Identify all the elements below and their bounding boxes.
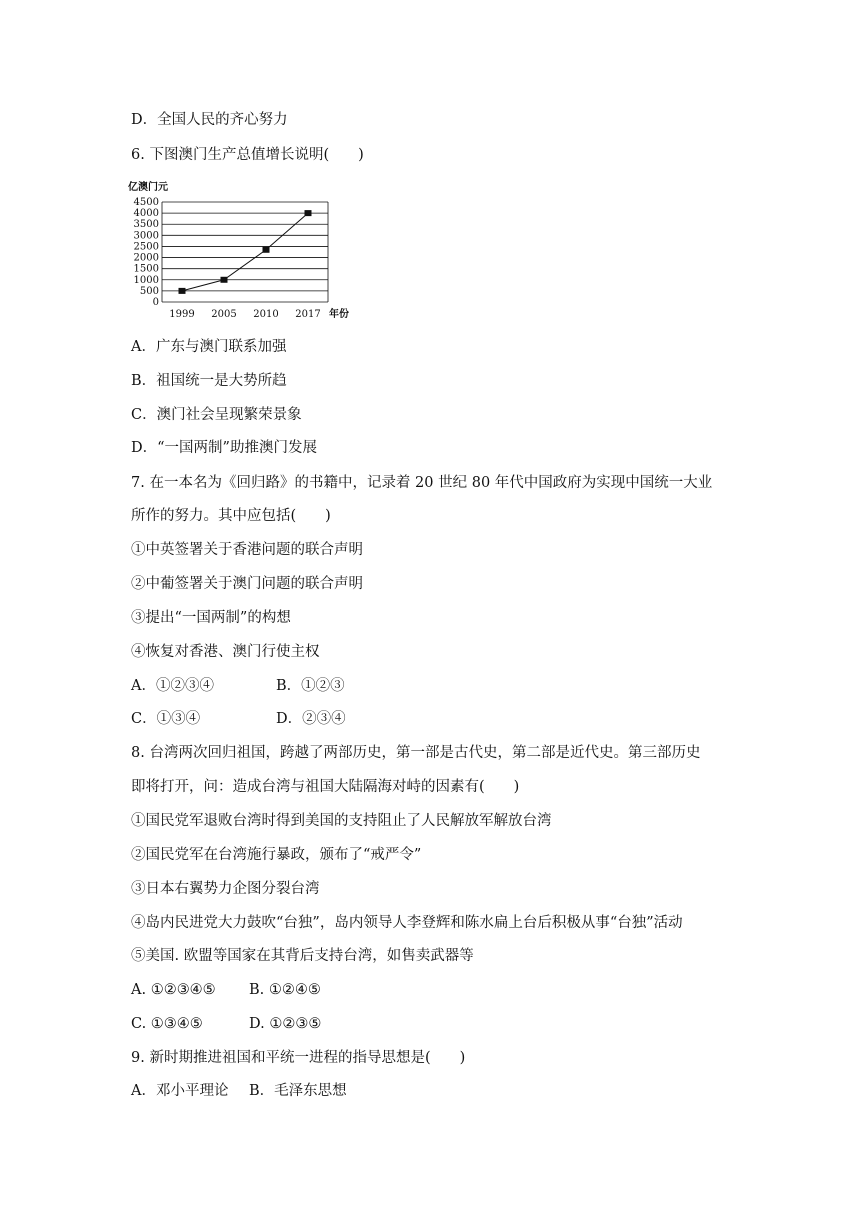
q8-item-3: ③日本右翼势力企图分裂台湾 <box>131 881 320 897</box>
chart-y-tick-label: 3500 <box>133 219 159 231</box>
q8-option-b: B. ①②④⑤ <box>249 982 321 998</box>
chart-x-tick-label: 2017 <box>295 309 321 320</box>
q8-stem-line-2: 即将打开，问：造成台湾与祖国大陆隔海对峙的因素有( ) <box>131 779 520 795</box>
chart-x-tick-label: 1999 <box>169 309 195 320</box>
chart-y-ticks <box>134 197 159 308</box>
q8-item-2: ②国民党军在台湾施行暴政，颁布了“戒严令” <box>131 847 422 863</box>
q6-option-d: D．“一国两制”助推澳门发展 <box>131 440 317 456</box>
q9-option-b: B．毛泽东思想 <box>249 1083 347 1099</box>
q9-option-a: A．邓小平理论 <box>131 1083 229 1099</box>
q8-option-c: C. ①③④⑤ <box>131 1016 203 1032</box>
q8-item-1: ①国民党军退败台湾时得到美国的支持阻止了人民解放军解放台湾 <box>131 813 552 829</box>
q6-option-b: B．祖国统一是大势所趋 <box>131 373 287 389</box>
q6-option-c: C．澳门社会呈现繁荣景象 <box>131 407 302 423</box>
q8-option-d: D. ①②③⑤ <box>249 1016 322 1032</box>
chart-series-line <box>182 213 308 291</box>
chart-y-tick-label: 500 <box>139 285 159 297</box>
chart-x-tick-label: 2010 <box>253 309 279 320</box>
q7-option-a: A．①②③④ <box>131 678 214 694</box>
q8-item-4: ④岛内民进党大力鼓吹“台独”，岛内领导人李登辉和陈水扁上台后积极从事“台独”活动 <box>131 915 683 931</box>
macau-gdp-chart <box>126 178 366 323</box>
chart-x-tick-label: 2005 <box>211 309 237 320</box>
q7-option-c: C．①③④ <box>131 711 201 727</box>
q5-option-d: D．全国人民的齐心努力 <box>131 112 288 128</box>
q9-stem: 9. 新时期推进祖国和平统一进程的指导思想是( ) <box>131 1050 466 1066</box>
chart-x-ticks <box>169 309 320 320</box>
q7-option-b: B．①②③ <box>276 678 345 694</box>
chart-y-tick-label: 1000 <box>133 274 159 286</box>
chart-x-axis-label: 年份 <box>329 309 349 320</box>
q7-item-2: ②中葡签署关于澳门问题的联合声明 <box>131 576 363 592</box>
chart-y-tick-label: 2000 <box>133 252 159 264</box>
chart-data-point <box>263 247 270 253</box>
q6-stem: 6. 下图澳门生产总值增长说明( ) <box>131 147 364 163</box>
q8-item-5: ⑤美国. 欧盟等国家在其背后支持台湾，如售卖武器等 <box>131 948 474 964</box>
q8-option-a: A. ①②③④⑤ <box>131 982 216 998</box>
chart-y-tick-label: 4500 <box>133 197 159 208</box>
chart-y-axis-label: 亿澳门元 <box>128 182 168 193</box>
q7-item-1: ①中英签署关于香港问题的联合声明 <box>131 542 363 558</box>
chart-y-tick-label: 2500 <box>133 241 159 253</box>
chart-points <box>179 210 312 294</box>
q7-stem-line-1: 7. 在一本名为《回归路》的书籍中，记录着 20 世纪 80 年代中国政府为实现中国统一大业 <box>131 475 713 491</box>
chart-y-tick-label: 4000 <box>133 208 159 220</box>
chart-y-tick-label: 0 <box>152 297 159 308</box>
q6-option-a: A．广东与澳门联系加强 <box>131 339 287 355</box>
chart-data-point <box>179 288 186 294</box>
chart-data-point <box>305 210 312 216</box>
q8-stem-line-1: 8. 台湾两次回归祖国，跨越了两部历史，第一部是古代史，第二部是近代史。第三部历史 <box>131 745 701 761</box>
chart-y-tick-label: 3000 <box>133 230 159 242</box>
q7-option-d: D．②③④ <box>276 711 346 727</box>
chart-y-tick-label: 1500 <box>133 263 159 275</box>
q7-item-4: ④恢复对香港、澳门行使主权 <box>131 644 320 660</box>
q7-item-3: ③提出“一国两制”的构想 <box>131 610 291 626</box>
q7-stem-line-2: 所作的努力。其中应包括( ) <box>131 508 331 524</box>
chart-data-point <box>221 277 228 283</box>
